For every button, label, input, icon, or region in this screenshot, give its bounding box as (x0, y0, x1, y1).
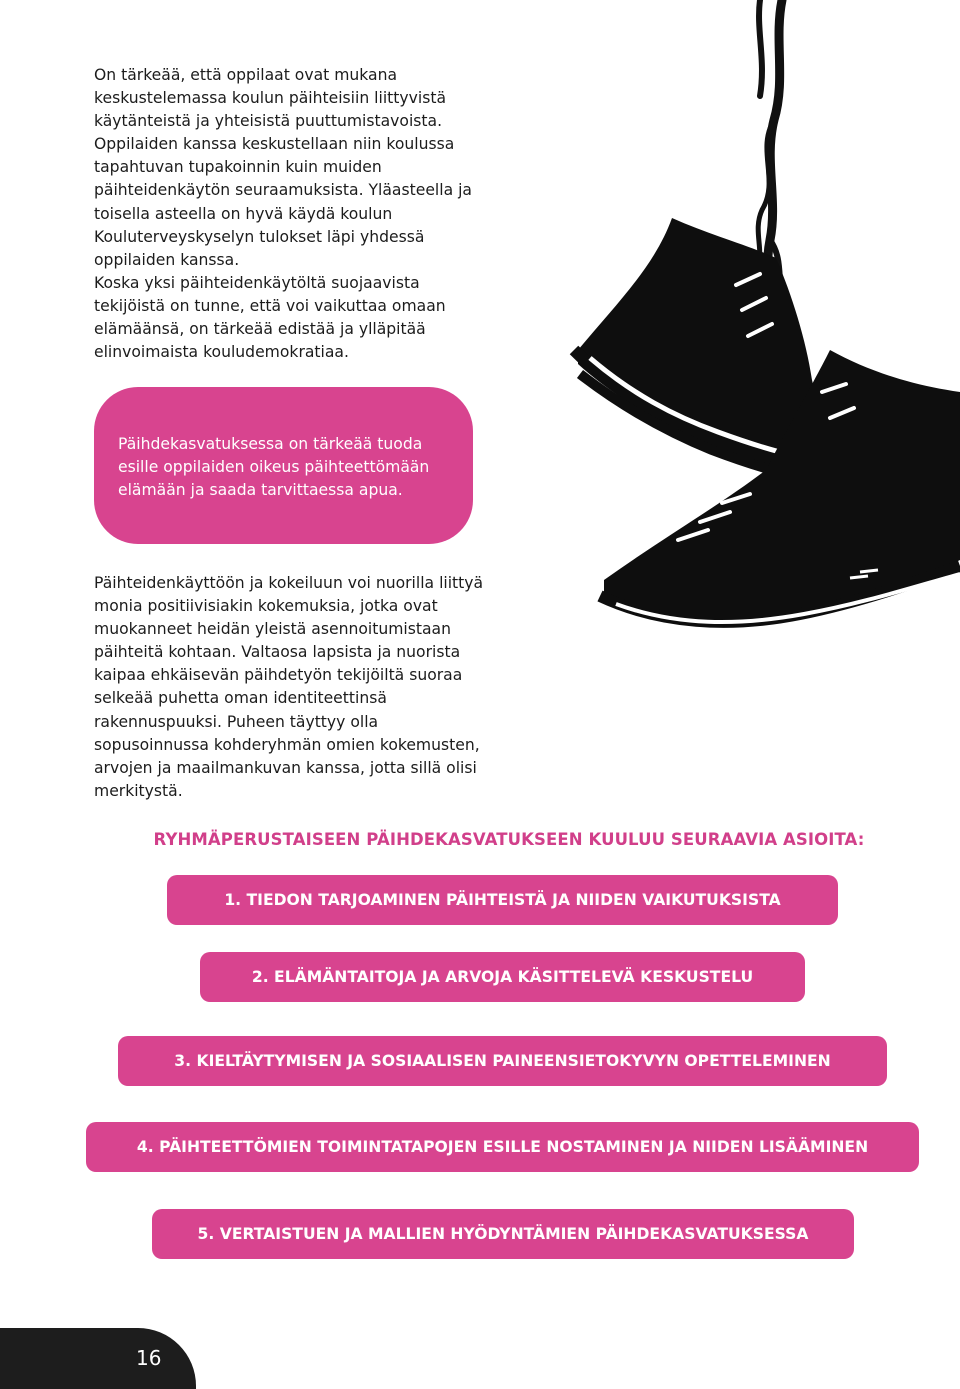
page-number-tab (0, 1328, 196, 1389)
callout-text: Päihdekasvatuksessa on tärkeää tuoda esille oppilaiden oikeus päihteettömään elämään ja saada tarvittaessa apua. (118, 435, 430, 499)
list-item-3 (118, 1036, 887, 1086)
list-item-5-label: 5. VERTAISTUEN JA MALLIEN HYÖDYNTÄMIEN PÄIHDEKASVATUKSESSA (197, 1225, 809, 1243)
democracy-paragraph: Koska yksi päihteidenkäytöltä suojaavista tekijöistä on tunne, että voi vaikuttaa omaan elämäänsä, on tärkeää edistää ja ylläpitää elinvoimaista kouludemokratiaa. (94, 274, 446, 362)
list-item-1 (167, 875, 838, 925)
list-item-4 (86, 1122, 919, 1172)
list-item-4-label: 4. PÄIHTEETTÖMIEN TOIMINTATAPOJEN ESILLE NOSTAMINEN JA NIIDEN LISÄÄMINEN (136, 1138, 869, 1156)
page-number: 16 (136, 1346, 162, 1370)
list-heading: RYHMÄPERUSTAISEEN PÄIHDEKASVATUKSEEN KUULUU SEURAAVIA ASIOITA: (153, 830, 865, 849)
list-item-3-label: 3. KIELTÄYTYMISEN JA SOSIAALISEN PAINEENSIETOKYVYN OPETTELEMINEN (174, 1052, 831, 1070)
hanging-sneakers-illustration (560, 0, 960, 660)
list-item-5 (152, 1209, 854, 1259)
pink-callout-box (94, 387, 473, 544)
list-item-2 (200, 952, 805, 1002)
experiences-paragraph: Päihteidenkäyttöön ja kokeiluun voi nuorilla liittyä monia positiivisiakin kokemuksia, jotka ovat muokanneet heidän yleistä asennoitumistaan päihteitä kohtaan. Valtaosa lapsista ja nuorista kaipaa ehkäisevän päihdetyön tekijöiltä suoraa selkeää puhetta oman identiteettinsä rakennuspuuksi. Puheen täyttyy olla sopusoinnussa kohderyhmän omien kokemusten, arvojen ja maailmankuvan kanssa, jotta sillä olisi merkitystä. (94, 574, 484, 800)
list-item-2-label: 2. ELÄMÄNTAITOJA JA ARVOJA KÄSITTELEVÄ KESKUSTELU (251, 968, 754, 986)
intro-paragraph: On tärkeää, että oppilaat ovat mukana keskustelemassa koulun päihteisiin liittyvistä käytänteistä ja yhteisistä puuttumistavoista. Oppilaiden kanssa keskustellaan niin koulussa tapahtuvan tupakoinnin kuin muiden päihteidenkäytön seuraamuksista. Yläasteella ja toisella asteella on hyvä käydä koulun Kouluterveyskyselyn tulokset läpi yhdessä oppilaiden kanssa. (94, 66, 472, 269)
list-item-1-label: 1. TIEDON TARJOAMINEN PÄIHTEISTÄ JA NIIDEN VAIKUTUKSISTA (224, 891, 781, 909)
